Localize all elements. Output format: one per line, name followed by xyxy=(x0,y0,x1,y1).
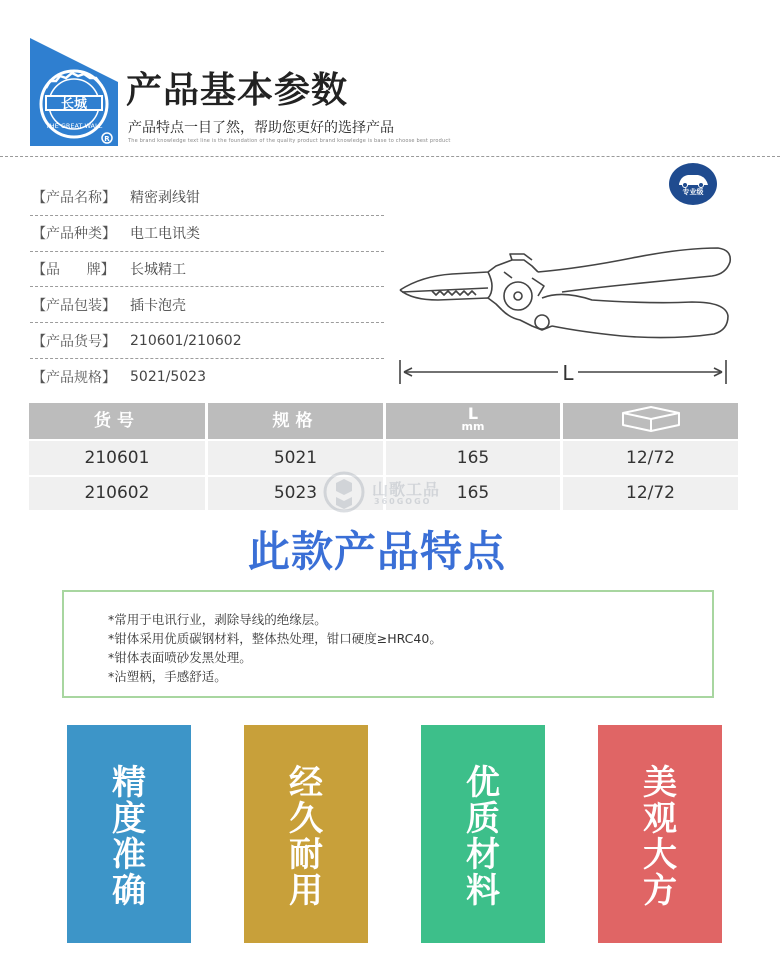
info-value: 210601/210602 xyxy=(130,332,242,349)
info-label: 【产品名称】 xyxy=(32,190,116,207)
feature-block-material xyxy=(421,725,545,943)
feature-block-char: 方 xyxy=(643,871,677,911)
info-row-spec xyxy=(30,359,384,395)
badge-label: 专业级 xyxy=(682,188,704,196)
features-box xyxy=(62,590,714,698)
feature-block-label xyxy=(67,765,191,909)
svg-text:THE GREAT WALL: THE GREAT WALL xyxy=(45,122,103,130)
cell-item-number: 210602 xyxy=(84,483,150,503)
box-icon xyxy=(619,405,683,433)
feature-block-char: 美 xyxy=(643,763,677,803)
info-row-category xyxy=(30,216,384,252)
feature-block-char: 料 xyxy=(466,871,500,911)
cell-length: 165 xyxy=(456,448,490,468)
cell-length: 165 xyxy=(456,483,490,503)
watermark-subtext: 360GOGO xyxy=(374,497,432,506)
feature-item: *沾塑柄，手感舒适。 xyxy=(108,669,227,684)
feature-block-char: 耐 xyxy=(289,835,323,875)
cell-item-number: 210601 xyxy=(84,448,150,468)
info-label: 【品 牌】 xyxy=(32,261,115,278)
header-spec: 规格 xyxy=(208,403,383,439)
cell-package: 12/72 xyxy=(626,448,675,468)
feature-block-char: 精 xyxy=(112,763,146,803)
cell-spec: 5023 xyxy=(273,483,318,503)
info-value: 电工电讯类 xyxy=(130,226,200,243)
svg-text:R: R xyxy=(104,135,110,143)
feature-block-precision xyxy=(67,725,191,943)
header-divider xyxy=(0,156,780,157)
feature-block-durable xyxy=(244,725,368,943)
info-value: 长城精工 xyxy=(130,261,186,278)
feature-block-char: 材 xyxy=(466,835,500,875)
page-title: 产品基本参数 xyxy=(126,70,349,111)
header-length xyxy=(386,403,560,439)
feature-block-char: 质 xyxy=(466,799,500,839)
page-subtitle: 产品特点一目了然，帮助您更好的选择产品 xyxy=(128,120,394,136)
info-label: 【产品包装】 xyxy=(32,297,116,314)
feature-block-char: 观 xyxy=(643,799,677,839)
feature-block-char: 久 xyxy=(289,799,323,839)
pliers-diagram xyxy=(392,238,734,388)
info-row-brand xyxy=(30,252,384,288)
column-separator xyxy=(560,403,563,510)
info-row-item-number xyxy=(30,323,384,359)
header-length-symbol: L xyxy=(467,404,479,423)
feature-block-char: 大 xyxy=(643,835,677,875)
fine-print: The brand knowledge text line is the foundation of the quality product brand knowledge is base to choose best product xyxy=(128,138,451,144)
info-row-package xyxy=(30,287,384,323)
feature-block-char: 优 xyxy=(466,763,500,803)
info-value: 5021/5023 xyxy=(130,368,206,385)
feature-block-char: 确 xyxy=(112,871,146,911)
header-length-unit: mm xyxy=(461,420,485,433)
info-label: 【产品规格】 xyxy=(32,369,116,386)
header-item-number: 货号 xyxy=(29,403,205,439)
feature-item: *钳体表面喷砂发黑处理。 xyxy=(108,650,252,665)
feature-item: *常用于电讯行业，剥除导线的绝缘层。 xyxy=(108,612,327,627)
info-value: 精密剥线钳 xyxy=(130,190,200,207)
info-label: 【产品货号】 xyxy=(32,333,116,350)
cell-spec: 5021 xyxy=(273,448,318,468)
header-package xyxy=(563,403,738,439)
feature-block-label xyxy=(598,765,722,909)
feature-block-char: 度 xyxy=(112,799,146,839)
info-row-name xyxy=(30,180,384,216)
watermark-logo-icon xyxy=(322,467,366,517)
watermark xyxy=(322,467,512,517)
feature-block-char: 经 xyxy=(289,763,323,803)
cell-package: 12/72 xyxy=(626,483,675,503)
info-label: 【产品种类】 xyxy=(32,226,116,243)
svg-text:长城: 长城 xyxy=(60,97,88,112)
feature-block-appearance xyxy=(598,725,722,943)
feature-block-char: 准 xyxy=(112,835,146,875)
feature-block-char: 用 xyxy=(289,871,323,911)
feature-block-label xyxy=(244,765,368,909)
column-separator xyxy=(205,403,208,510)
brand-logo xyxy=(30,38,118,146)
product-info-list xyxy=(30,180,384,395)
dimension-label: L xyxy=(562,361,574,385)
info-value: 插卡泡壳 xyxy=(130,297,186,314)
watermark-text: 山歌工品 xyxy=(372,480,441,499)
features-title: 此款产品特点 xyxy=(247,527,506,576)
professional-badge xyxy=(668,162,718,206)
feature-block-label xyxy=(421,765,545,909)
feature-item: *钳体采用优质碳钢材料，整体热处理，钳口硬度≥HRC40。 xyxy=(108,631,442,646)
